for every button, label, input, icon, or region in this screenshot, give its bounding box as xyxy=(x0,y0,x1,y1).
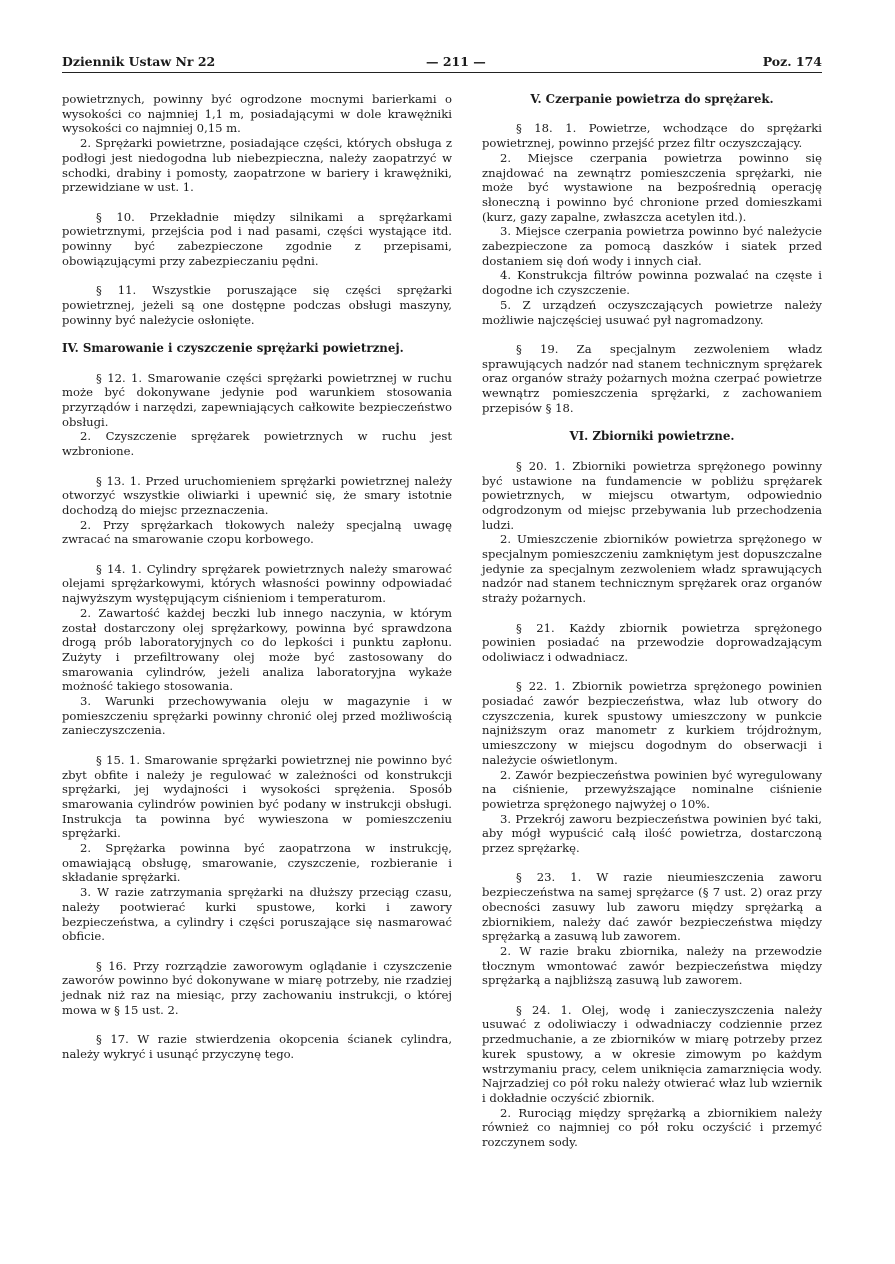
paragraph: § 20. 1. Zbiorniki powietrza sprężonego powinny być ustawione na fundamencie w pobliżu sprężarek powietrznych, w miejscu otwartym, odpowiednio odgrodzonym od miejsc przebywania lub przechodzenia ludzi. xyxy=(482,458,822,532)
paragraph: 2. Miejsce czerpania powietrza powinno się znajdować na zewnątrz pomieszczenia sprężarki, nie może być wystawione na bezpośrednią operację słoneczną i powinno być chronione przed domieszkami (kurz, gazy zapalne, zwłaszcza acetylen itd.). xyxy=(482,150,822,224)
paragraph: § 14. 1. Cylindry sprężarek powietrznych należy smarować olejami sprężarkowymi, których własności powinny odpowiadać najwyższym występującym ciśnieniom i temperaturom. xyxy=(62,561,452,606)
journal-title: Dziennik Ustaw Nr 22 xyxy=(62,54,216,69)
paragraph: 2. Sprężarka powinna być zaopatrzona w instrukcję, omawiającą obsługę, smarowanie, czyszczenie, rozbieranie i składanie sprężarki. xyxy=(62,841,452,885)
page-number: — 211 — xyxy=(426,54,486,69)
paragraph: § 18. 1. Powietrze, wchodzące do sprężarki powietrznej, powinno przejść przez filtr oczyszczający. xyxy=(482,121,822,151)
paragraph: § 17. W razie stwierdzenia okopcenia ścianek cylindra, należy wykryć i usunąć przyczynę tego. xyxy=(62,1032,452,1061)
paragraph: 2. Sprężarki powietrzne, posiadające części, których obsługa z podłogi jest niedogodna lub niebezpieczna, należy zaopatrzyć w schodki, drabiny i pomosty, zaopatrzone w bariery i krawężniki, przewidziane w ust. 1. xyxy=(62,136,452,195)
paragraph: § 21. Każdy zbiornik powietrza sprężonego powinien posiadać na przewodzie doprowadzającym odoliwiacz i odwadniacz. xyxy=(482,620,822,664)
paragraph: 2. Czyszczenie sprężarek powietrznych w ruchu jest wzbronione. xyxy=(62,429,452,459)
paragraph: § 19. Za specjalnym zezwoleniem władz sprawujących nadzór nad stanem technicznym sprężarek oraz organów straży pożarnych można czerpać powietrze wewnątrz pomieszczenia sprężarki, z zachowaniem przepisów § 18. xyxy=(482,341,822,415)
paragraph: § 24. 1. Olej, wodę i zanieczyszczenia należy usuwać z odoliwiaczy i odwadniaczy codziennie przez przedmuchanie, a ze zbiorników w miarę potrzeby przez kurek spustowy, a w okresie zimowym po każdym wstrzymaniu pracy, celem uniknięcia zamarznięcia wody. Najrzadziej co pół roku należy otwierać właz lub wziernik i dokładnie oczyścić zbiornik. xyxy=(482,1002,822,1105)
section-heading: V. Czerpanie powietrza do sprężarek. xyxy=(530,92,774,106)
paragraph: § 15. 1. Smarowanie sprężarki powietrznej nie powinno być zbyt obfite i należy je regulować w zależności od konstrukcji sprężarki, jej wydajności i wysokości sprężenia. Sposób smarowania cylindrów powinien być podany w instrukcji obsługi. Instrukcja ta powinna być wywieszona w pomieszczeniu sprężarki. xyxy=(62,752,452,841)
paragraph: 5. Z urządzeń oczyszczających powietrze należy możliwie najczęściej usuwać pył nagromadzony. xyxy=(482,297,822,327)
paragraph: 2. W razie braku zbiornika, należy na przewodzie tłocznym wmontować zawór bezpieczeństwa między sprężarką a najbliższą zasuwą lub zaworem. xyxy=(482,943,822,988)
paragraph: 2. Zawór bezpieczeństwa powinien być wyregulowany na ciśnienie, przewyższające nominalne ciśnienie powietrza sprężonego najwyżej o 10%. xyxy=(482,767,822,811)
position-number: Poz. 174 xyxy=(762,54,822,69)
paragraph: 2. Umieszczenie zbiorników powietrza sprężonego w specjalnym pomieszczeniu zamkniętym jest dopuszczalne jedynie za specjalnym zezwoleniem władz sprawujących nadzór nad stanem technicznym sprężarek oraz organów straży pożarnych. xyxy=(482,532,822,606)
paragraph: § 22. 1. Zbiornik powietrza sprężonego powinien posiadać zawór bezpieczeństwa, właz lub otwory do czyszczenia, kurek spustowy umieszczony w punkcie najniższym oraz manometr z kurkiem trójdrożnym, umieszczony w miejscu dogodnym do obserwacji i należycie oświetlonym. xyxy=(482,679,822,767)
left-column xyxy=(62,92,452,1062)
paragraph: § 16. Przy rozrządzie zaworowym oglądanie i czyszczenie zaworów powinno być dokonywane w miarę potrzeby, nie rzadziej jednak niż raz na miesiąc, przy zachowaniu instrukcji, o której mowa w § 15 ust. 2. xyxy=(62,958,452,1017)
paragraph: 3. Miejsce czerpania powietrza powinno być należycie zabezpieczone za pomocą daszków i siatek przed dostaniem się doń wody i innych ciał. xyxy=(482,224,822,268)
paragraph: 2. Przy sprężarkach tłokowych należy specjalną uwagę zwracać na smarowanie czopu korbowego. xyxy=(62,517,452,547)
section-heading: VI. Zbiorniki powietrzne. xyxy=(569,429,735,444)
paragraph: § 12. 1. Smarowanie części sprężarki powietrznej w ruchu może być dokonywane jedynie pod warunkiem stosowania przyrządów i narzędzi, zapewniających całkowite bezpieczeństwo obsługi. xyxy=(62,370,452,429)
paragraph: 3. Przekrój zaworu bezpieczeństwa powinien być taki, aby mógł wypuścić całą ilość powietrza, dostarczoną przez sprężarkę. xyxy=(482,811,822,856)
paragraph: § 11. Wszystkie poruszające się części sprężarki powietrznej, jeżeli są one dostępne podczas obsługi maszyny, powinny być należycie osłonięte. xyxy=(62,283,452,327)
page-header xyxy=(62,52,822,73)
paragraph: 3. Warunki przechowywania oleju w magazynie i w pomieszczeniu sprężarki powinny chronić olej przed możliwością zanieczyszczenia. xyxy=(62,694,452,738)
paragraph: 2. Rurociąg między sprężarką a zbiornikiem należy również co najmniej co pół roku oczyścić i przemyć rozczynem sody. xyxy=(482,1105,822,1150)
paragraph: 4. Konstrukcja filtrów powinna pozwalać na częste i dogodne ich czyszczenie. xyxy=(482,268,822,298)
paragraph: § 23. 1. W razie nieumieszczenia zaworu bezpieczeństwa na samej sprężarce (§ 7 ust. 2) oraz przy obecności zasuwy lub zaworu między sprężarką a zbiornikiem, należy dać zawór bezpieczeństwa między sprężarką a zasuwą lub zaworem. xyxy=(482,870,822,944)
paragraph: powietrznych, powinny być ogrodzone mocnymi barierkami o wysokości co najmniej 1,1 m, posiadającymi w dole krawężniki wysokości co najmniej 0,15 m. xyxy=(62,92,452,136)
section-heading: IV. Smarowanie i czyszczenie sprężarki powietrznej. xyxy=(62,341,404,356)
right-column xyxy=(482,92,822,1150)
paragraph: 3. W razie zatrzymania sprężarki na dłuższy przeciąg czasu, należy pootwierać kurki spustowe, korki i zawory bezpieczeństwa, a cylindry i części poruszające się nasmarować obficie. xyxy=(62,885,452,944)
paragraph: § 10. Przekładnie między silnikami a sprężarkami powietrznymi, przejścia pod i nad pasami, części wystające itd. powinny być zabezpieczone zgodnie z przepisami, obowiązującymi przy zabezpieczaniu pędni. xyxy=(62,209,452,268)
paragraph: 2. Zawartość każdej beczki lub innego naczynia, w którym został dostarczony olej sprężarkowy, powinna być sprawdzona drogą prób laboratoryjnych co do lepkości i punktu zapłonu. Zużyty i przefiltrowany olej może być zastosowany do smarowania cylindrów, jeżeli analiza laboratoryjna wykaże możność takiego stosowania. xyxy=(62,605,452,694)
paragraph: § 13. 1. Przed uruchomieniem sprężarki powietrznej należy otworzyć wszystkie oliwiarki i upewnić się, że smary istotnie dochodzą do miejsc przeznaczenia. xyxy=(62,473,452,517)
